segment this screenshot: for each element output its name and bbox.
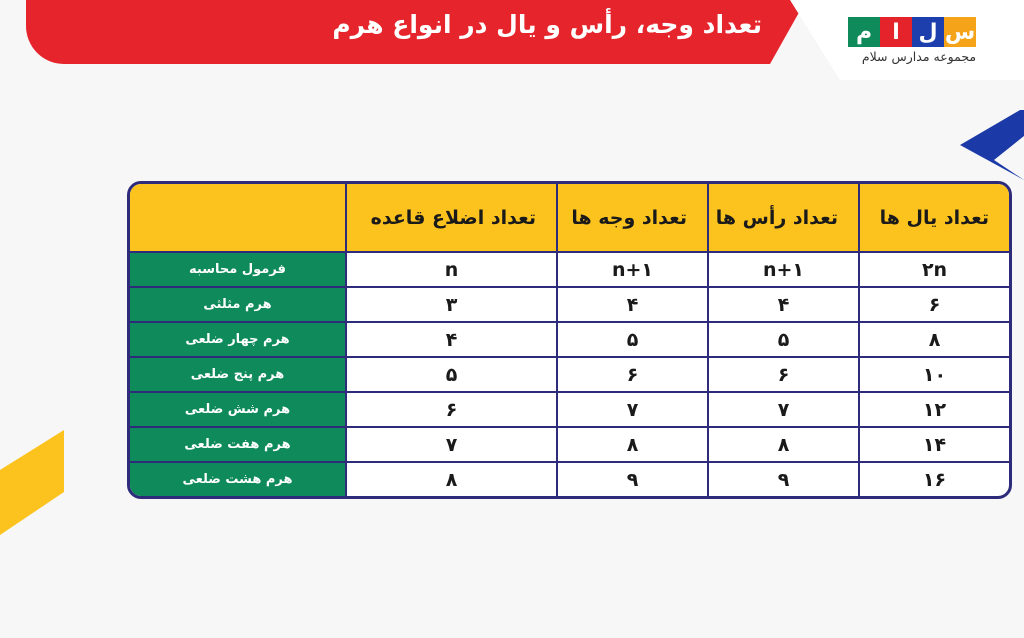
row-label: هرم چهار ضلعی (130, 322, 346, 357)
vertices-cell: ۴ (708, 287, 859, 322)
logo-letter-1: س (944, 17, 976, 47)
vertices-cell: ۵ (708, 322, 859, 357)
faces-cell: ۸ (557, 427, 708, 462)
row-label: فرمول محاسبه (130, 252, 346, 287)
edges-cell: ۲n (859, 252, 1009, 287)
base-sides-cell: n (346, 252, 557, 287)
page-title: تعداد وجه، رأس و یال در انواع هرم (332, 10, 762, 39)
faces-cell: n+۱ (557, 252, 708, 287)
table-row (130, 252, 1009, 287)
faces-cell: ۷ (557, 392, 708, 427)
table-row (130, 322, 1009, 357)
logo-tagline: مجموعه مدارس سلام (861, 49, 977, 64)
row-label: هرم پنج ضلعی (130, 357, 346, 392)
logo (848, 17, 976, 47)
base-sides-cell: ۳ (346, 287, 557, 322)
edges-cell: ۱۴ (859, 427, 1009, 462)
column-header-faces: تعداد وجه ها (557, 184, 708, 252)
column-header-vertices: تعداد رأس ها (708, 184, 859, 252)
column-header-base-sides: تعداد اضلاع قاعده (346, 184, 557, 252)
table-header-row (130, 184, 1009, 252)
column-header-empty (130, 184, 346, 252)
vertices-cell: ۶ (708, 357, 859, 392)
table-row (130, 392, 1009, 427)
edges-cell: ۶ (859, 287, 1009, 322)
row-label: هرم هفت ضلعی (130, 427, 346, 462)
base-sides-cell: ۷ (346, 427, 557, 462)
edges-cell: ۱۰ (859, 357, 1009, 392)
table-row (130, 287, 1009, 322)
table-row (130, 462, 1009, 496)
faces-cell: ۵ (557, 322, 708, 357)
vertices-cell: ۸ (708, 427, 859, 462)
row-label: هرم هشت ضلعی (130, 462, 346, 496)
table-row (130, 357, 1009, 392)
base-sides-cell: ۵ (346, 357, 557, 392)
pyramid-table (127, 181, 1012, 499)
faces-cell: ۶ (557, 357, 708, 392)
table-row (130, 427, 1009, 462)
faces-cell: ۴ (557, 287, 708, 322)
edges-cell: ۱۲ (859, 392, 1009, 427)
edges-cell: ۸ (859, 322, 1009, 357)
row-label: هرم مثلثی (130, 287, 346, 322)
yellow-stripe-decoration (0, 430, 64, 535)
vertices-cell: n+۱ (708, 252, 859, 287)
vertices-cell: ۹ (708, 462, 859, 496)
row-label: هرم شش ضلعی (130, 392, 346, 427)
logo-letter-2: ل (912, 17, 944, 47)
base-sides-cell: ۴ (346, 322, 557, 357)
base-sides-cell: ۶ (346, 392, 557, 427)
vertices-cell: ۷ (708, 392, 859, 427)
base-sides-cell: ۸ (346, 462, 557, 496)
column-header-edges: تعداد یال ها (859, 184, 1009, 252)
logo-letter-3: ا (880, 17, 912, 47)
edges-cell: ۱۶ (859, 462, 1009, 496)
faces-cell: ۹ (557, 462, 708, 496)
logo-letter-4: م (848, 17, 880, 47)
